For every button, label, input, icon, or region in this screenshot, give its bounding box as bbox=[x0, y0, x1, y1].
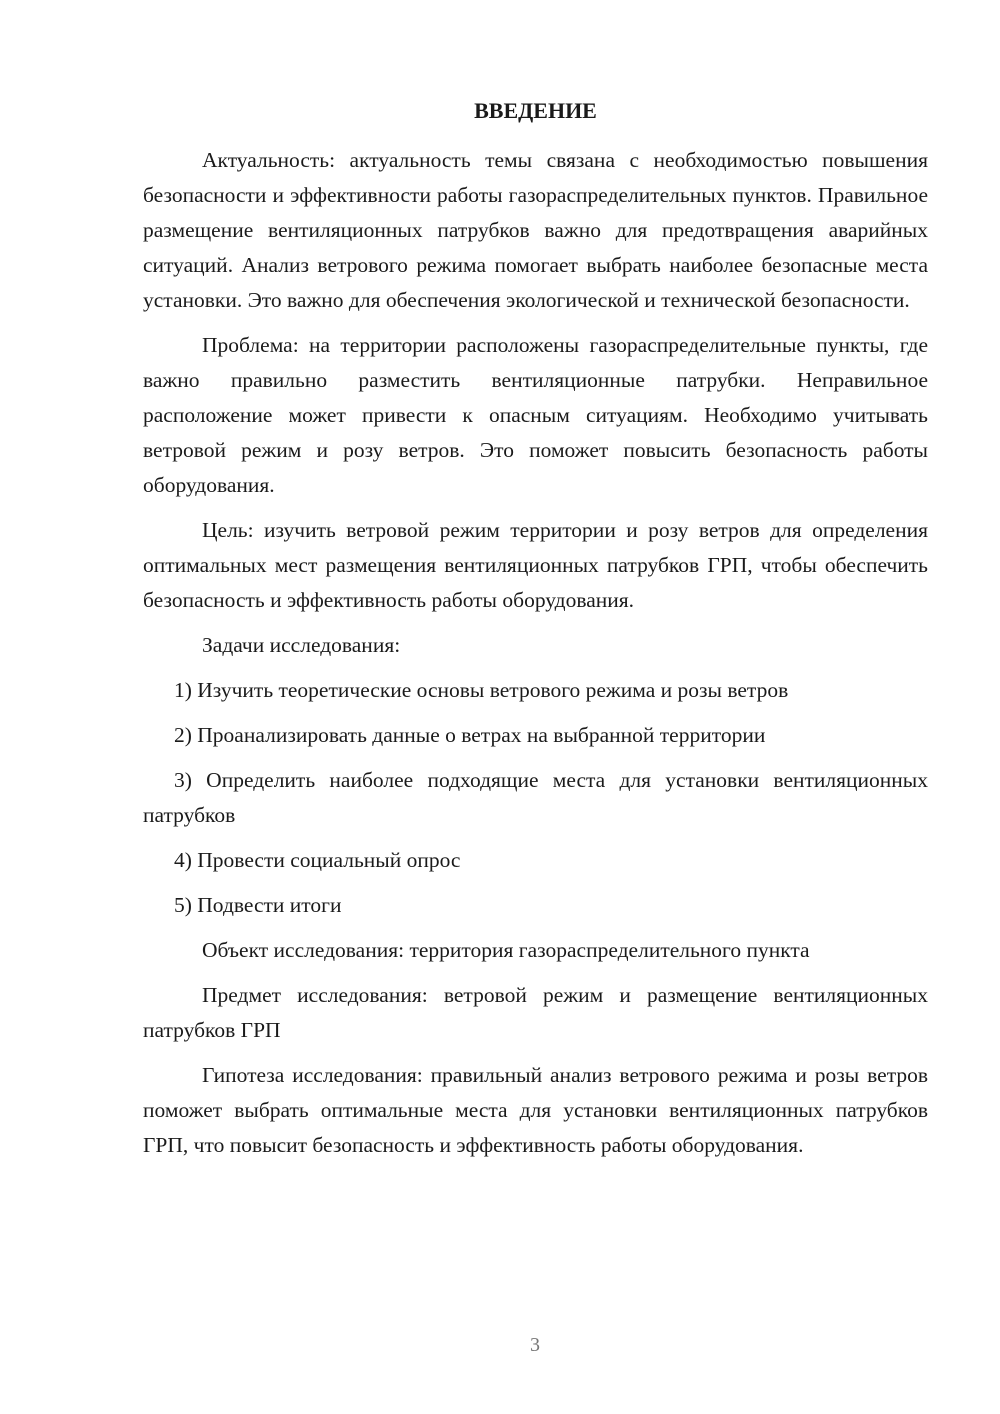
hypothesis-paragraph: Гипотеза исследования: правильный анализ ветрового режима и розы ветров поможет выбрать оптимальные места для установки вентиляционных патрубков ГРП, что повысит безопасность и эффективность работы оборудования. bbox=[143, 1063, 928, 1157]
subject-paragraph: Предмет исследования: ветровой режим и размещение вентиляционных патрубков ГРП bbox=[143, 983, 928, 1042]
goal-paragraph: Цель: изучить ветровой режим территории и розу ветров для определения оптимальных мест размещения вентиляционных патрубков ГРП, чтобы обеспечить безопасность и эффективность работы оборудования. bbox=[143, 518, 928, 612]
tasks-heading: Задачи исследования: bbox=[202, 633, 401, 657]
task-item: 3) Определить наиболее подходящие места для установки вентиляционных патрубков bbox=[143, 768, 928, 827]
task-item: 4) Провести социальный опрос bbox=[174, 848, 461, 872]
relevance-paragraph: Актуальность: актуальность темы связана с необходимостью повышения безопасности и эффективности работы газораспределительных пунктов. Правильное размещение вентиляционных патрубков важно для предотвращения аварийных ситуаций. Анализ ветрового режима помогает выбрать наиболее безопасные места установки. Это важно для обеспечения экологической и технической безопасности. bbox=[143, 148, 928, 312]
document-page bbox=[143, 96, 928, 1173]
task-item: 1) Изучить теоретические основы ветрового режима и розы ветров bbox=[174, 678, 789, 702]
object-paragraph: Объект исследования: территория газораспределительного пункта bbox=[202, 938, 810, 962]
problem-paragraph: Проблема: на территории расположены газораспределительные пункты, где важно правильно разместить вентиляционные патрубки. Неправильное расположение может привести к опасным ситуациям. Необходимо учитывать ветровой режим и розу ветров. Это поможет повысить безопасность работы оборудования. bbox=[143, 333, 928, 497]
task-item: 2) Проанализировать данные о ветрах на выбранной территории bbox=[174, 723, 766, 747]
section-heading: ВВЕДЕНИЕ bbox=[474, 98, 597, 123]
task-item: 5) Подвести итоги bbox=[174, 893, 342, 917]
page-number: 3 bbox=[530, 1334, 540, 1356]
